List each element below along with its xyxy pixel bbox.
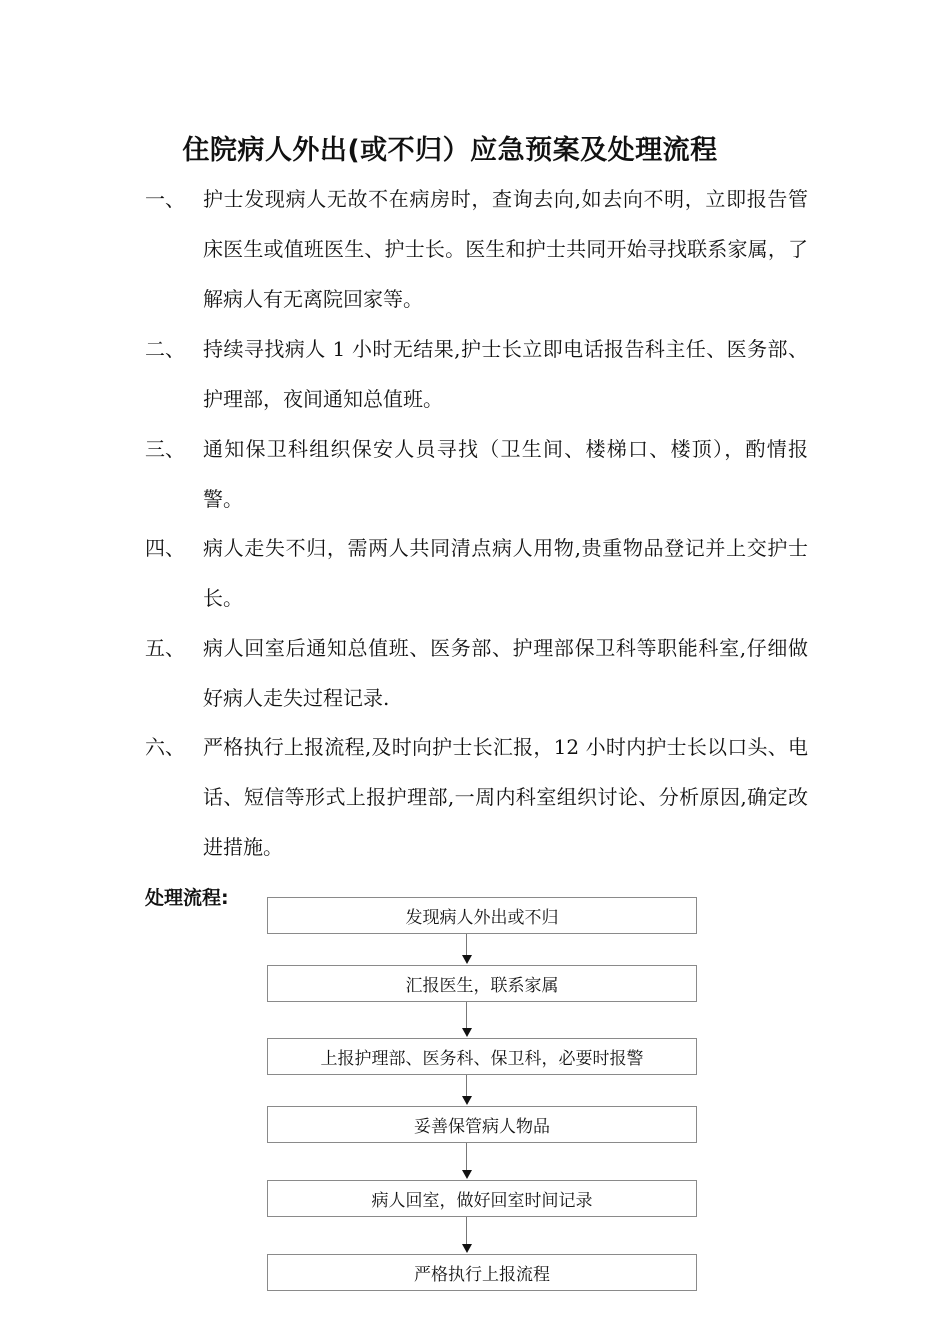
- flow-step: 妥善保管病人物品: [267, 1106, 697, 1143]
- flow-arrow-icon: [461, 1002, 473, 1037]
- item-number: 三、: [145, 437, 185, 461]
- item-text: 病人走失不归，需两人共同清点病人用物,贵重物品登记并上交护士长。: [203, 536, 808, 610]
- item-text: 通知保卫科组织保安人员寻找（卫生间、楼梯口、楼顶），酌情报警。: [203, 437, 808, 511]
- flow-step: 汇报医生，联系家属: [267, 965, 697, 1002]
- item-number: 四、: [145, 536, 185, 560]
- flow-arrow-icon: [461, 934, 473, 964]
- item-number: 六、: [145, 735, 185, 759]
- item-text: 病人回室后通知总值班、医务部、护理部保卫科等职能科室,仔细做好病人走失过程记录.: [203, 636, 808, 710]
- item-number: 一、: [145, 187, 185, 211]
- flow-step: 病人回室，做好回室时间记录: [267, 1180, 697, 1217]
- flow-step: 发现病人外出或不归: [267, 897, 697, 934]
- flow-step: 严格执行上报流程: [267, 1254, 697, 1291]
- item-text: 护士发现病人无故不在病房时，查询去向,如去向不明，立即报告管床医生或值班医生、护士长。医生和护士共同开始寻找联系家属，了解病人有无离院回家等。: [203, 187, 808, 311]
- flow-arrow-icon: [461, 1143, 473, 1179]
- item-text: 持续寻找病人 1 小时无结果,护士长立即电话报告科主任、医务部、护理部，夜间通知总值班。: [203, 337, 808, 411]
- flow-arrow-icon: [461, 1075, 473, 1105]
- item-text: 严格执行上报流程,及时向护士长汇报，12 小时内护士长以口头、电话、短信等形式上报护理部,一周内科室组织讨论、分析原因,确定改进措施。: [203, 735, 808, 859]
- flow-label: 处理流程:: [145, 887, 229, 909]
- document-title: 住院病人外出(或不归）应急预案及处理流程: [182, 135, 718, 166]
- flow-step: 上报护理部、医务科、保卫科，必要时报警: [267, 1038, 697, 1075]
- item-number: 五、: [145, 636, 185, 660]
- flow-arrow-icon: [461, 1217, 473, 1253]
- item-number: 二、: [145, 337, 185, 361]
